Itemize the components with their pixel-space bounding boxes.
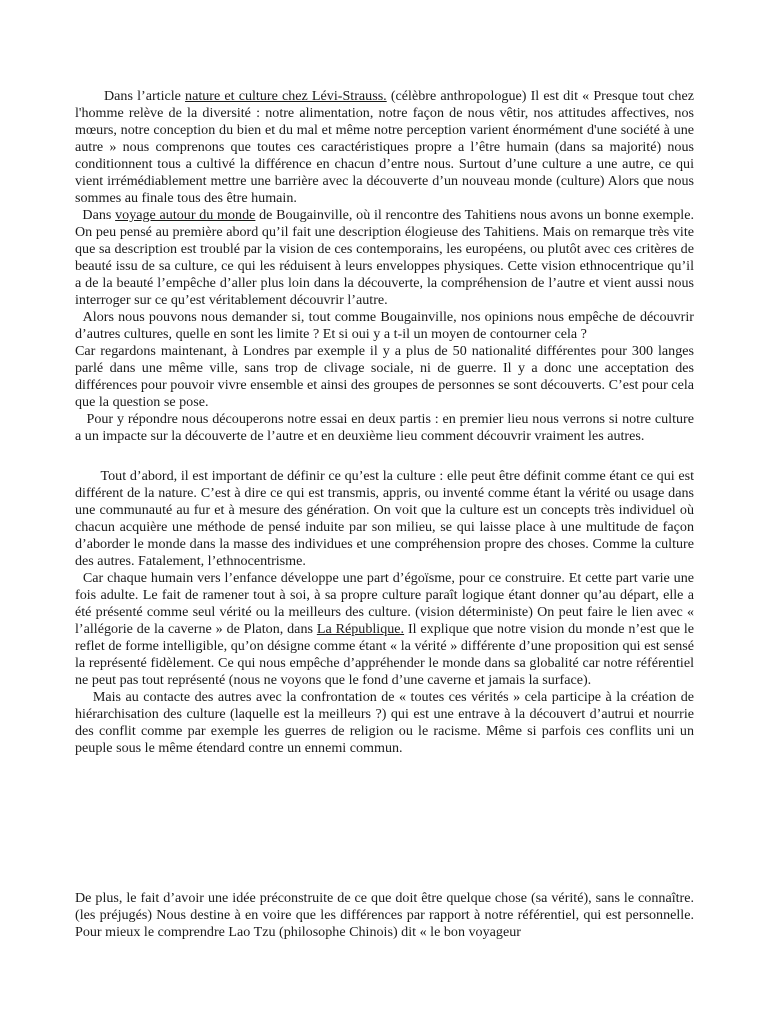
paragraph-text: de Bougainville, où il rencontre des Tahitiens nous avons un bonne exemple. On peu pensé au première abord qu’il fait une description élogieuse des Tahitiens. Mais on remarque très vite que sa description est troublé par la vision de ces contemporains, les européens, ou plutôt avec ces critères de beauté issu de sa culture, ce qui les réduisent à leurs enveloppes physiques. Cette vision ethnocentrique qu’il a de la beauté l’empêche d’aller plus loin dans la découverte, la compréhension de l’autre et vient aussi nous interroger sur ce qu’est véritablement découvrir l’autre. — [75, 207, 694, 308]
paragraph — [75, 411, 694, 445]
paragraph — [75, 570, 694, 689]
paragraph-text: Car regardons maintenant, à Londres par exemple il y a plus de 50 nationalité différentes pour 300 langes parlé dans une même ville, sans trop de clivage sociale, ni de guerre. Il y a donc une acceptation des différences pour pouvoir vivre ensemble et ainsi des groupes de personnes se sont découverts. C’est pour cela que la question se pose. — [75, 343, 694, 410]
paragraph-indent — [75, 88, 104, 104]
paragraph — [75, 468, 694, 570]
paragraph-text: De plus, le fait d’avoir une idée préconstruite de ce que doit être quelque chose (sa vérité), sans le connaître. (les préjugés) Nous destine à en voire que les différences par rapport à notre référentiel, qui est personnelle. Pour mieux le comprendre Lao Tzu (philosophe Chinois) dit « le bon voyageur — [75, 890, 694, 940]
paragraph-text: Tout d’abord, il est important de définir ce qu’est la culture : elle peut être définit comme étant ce qui est différent de la nature. C’est à dire ce qui est transmis, appris, ou inventé comme étant la vérité ou usage dans une communauté au fur et à mesure des génération. On voit que la culture est un concepts très individuel où chacun acquière une méthode de pensé induite par son milieu, se qui laisse place à une multitude de façon d’aborder le monde dans la masse des individues et une compréhension propre des choses. Comme la culture des autres. Fatalement, l’ethnocentrisme. — [75, 468, 694, 569]
paragraph-indent — [75, 309, 83, 325]
paragraph-text: (célèbre anthropologue) Il est dit « Presque tout chez l'homme relève de la diversité : notre alimentation, notre façon de nous vêtir, nos attitudes affectives, nos mœurs, notre conception du bien et du mal et même notre perception varient énormément d'une société à une autre » nous comprenons que toutes ces caractéristiques propre a l’être humain (dans sa majorité) nous conditionnent tous a cultivé la différence en chacun d’entre nous. Surtout d’une culture a une autre, ce qui vient irrémédiablement mettre une barrière avec la découverte d’un nouveau monde (culture) Alors que nous sommes au finale tous des être humain. — [75, 88, 694, 206]
paragraph-text: Alors nous pouvons nous demander si, tout comme Bougainville, nos opinions nous empêche de découvrir d’autres cultures, quelle en sont les limite ? Et si oui y a t-il un moyen de contourner cela ? — [75, 309, 694, 342]
paragraph-text: Il explique que notre vision du monde n’est que le reflet de forme intelligible, qu’on désigne comme étant « la vérité » différente d’une proposition qui est sensé la représenté fidèlement. Ce qui nous empêche d’appréhender le monde dans sa globalité car notre référentiel ne peut pas tout représenté (nous ne voyons que le fond d’une caverne et jamais la surface). — [75, 621, 694, 688]
paragraph-text: Mais au contacte des autres avec la confrontation de « toutes ces vérités » cela participe à la création de hiérarchisation des culture (laquelle est la meilleurs ?) qui est une entrave à la découvert d’autrui et nourrie des conflit comme par exemple les guerres de religion ou le racisme. Même si parfois ces conflits uni un peuple sous le même étendard contre un ennemi commun. — [75, 689, 695, 756]
paragraph-text: Pour y répondre nous découperons notre essai en deux partis : en premier lieu nous verrons si notre culture a un impacte sur la découverte de l’autre et en deuxième lieu comment découvrir vraiment les autres. — [75, 411, 694, 444]
underlined-title: La République. — [316, 621, 405, 637]
paragraph — [75, 890, 694, 941]
underlined-title: nature et culture chez Lévi-Strauss. — [185, 88, 387, 104]
paragraph-indent — [75, 689, 93, 705]
paragraph — [75, 207, 694, 309]
paragraph-indent — [75, 468, 101, 484]
text-block-continuation — [75, 890, 694, 941]
paragraph-text: Dans — [82, 207, 116, 223]
paragraph — [75, 88, 694, 207]
text-block-introduction — [75, 88, 694, 445]
paragraph — [75, 309, 694, 343]
text-block-part-one — [75, 468, 694, 757]
paragraph-text: Car chaque humain vers l’enfance développe une part d’égoïsme, pour ce construire. Et cette part varie une fois adulte. Le fait de ramener tout à soi, à sa propre culture paraît logique étant donner qu’au départ, elle a été présenté comme seul vérité ou la meilleurs des culture. (vision déterministe) On peut faire le lien avec « l’allégorie de la caverne » de Platon, dans — [75, 570, 694, 637]
paragraph — [75, 343, 694, 411]
paragraph-indent — [75, 570, 83, 586]
paragraph-indent — [75, 411, 87, 427]
paragraph-text: Dans l’article — [103, 88, 186, 104]
paragraph — [75, 689, 694, 757]
underlined-title: voyage autour du monde — [115, 207, 256, 223]
